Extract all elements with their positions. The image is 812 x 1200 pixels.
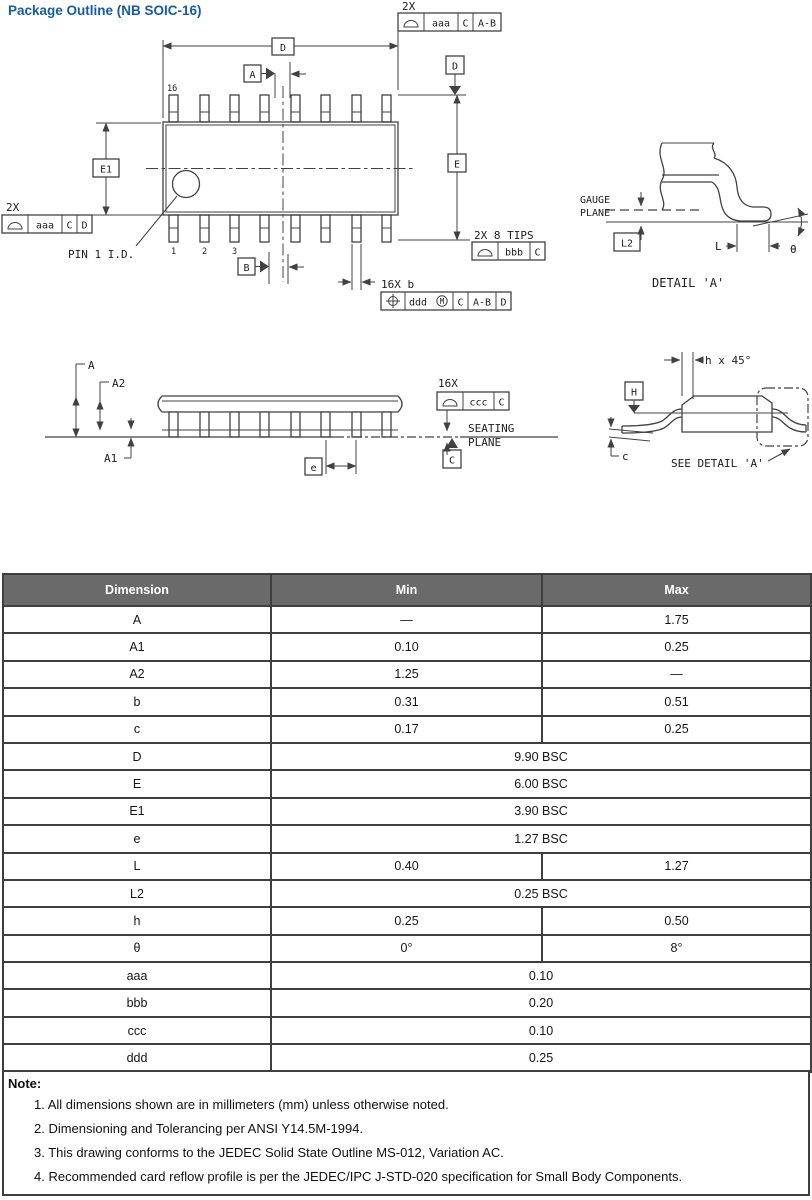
table-header-row — [3, 574, 811, 606]
end-view — [609, 352, 808, 470]
dim-d-label: D — [279, 43, 287, 54]
fcf-profile-tips — [472, 229, 545, 260]
fcf-position-b — [338, 244, 511, 310]
value-cell-span: 6.00 BSC — [271, 770, 811, 797]
seating-plane-label-2: PLANE — [468, 436, 502, 449]
max-cell: 0.50 — [542, 907, 811, 934]
table-row — [3, 853, 811, 880]
dim-a1-label: A1 — [104, 452, 118, 465]
dimension-cell: A1 — [3, 633, 271, 660]
dim-a1 — [104, 418, 131, 465]
table-row — [3, 606, 811, 633]
profile-symbol-icon — [478, 250, 492, 256]
fcf-b-qty: 16X b — [381, 278, 415, 291]
fcf-b-tol: ddd — [409, 297, 428, 309]
pin2-label: 2 — [201, 247, 208, 257]
dim-a2 — [100, 377, 125, 430]
profile-symbol-icon — [443, 400, 457, 407]
fcf-ccc-tol: ccc — [469, 397, 488, 409]
seating-plane-callout — [443, 422, 514, 468]
dimension-cell: L — [3, 853, 271, 880]
table-row — [3, 770, 811, 797]
header-dimension: Dimension — [3, 574, 271, 606]
fcf-b-ref1: C — [457, 297, 464, 309]
side-view — [45, 359, 558, 475]
pin16-label: 16 — [167, 84, 178, 94]
dim-l-label: L — [715, 240, 722, 253]
fcf-tips-qty: 2X 8 TIPS — [474, 229, 534, 242]
datum-a — [244, 62, 306, 98]
min-cell: 0.31 — [271, 688, 542, 715]
table-row — [3, 825, 811, 852]
dimension-cell: aaa — [3, 962, 271, 989]
dimension-cell: h — [3, 907, 271, 934]
dim-c — [609, 417, 653, 463]
fcf-tips-tol: bbb — [504, 247, 524, 259]
top-view — [2, 0, 545, 310]
note-item: 3. This drawing conforms to the JEDEC Solid State Outline MS-012, Variation AC. — [34, 1145, 504, 1160]
fcf-profile-left — [2, 201, 163, 233]
table-row — [3, 1044, 811, 1071]
dimension-cell: ddd — [3, 1044, 271, 1071]
gauge-plane-label-2: PLANE — [580, 208, 611, 219]
dimension-cell: E — [3, 770, 271, 797]
header-max: Max — [542, 574, 811, 606]
dimension-cell: b — [3, 688, 271, 715]
min-cell: — — [271, 606, 542, 633]
dimension-table-body — [3, 606, 811, 1072]
profile-symbol-icon — [404, 21, 418, 28]
dim-e-pitch-label: e — [310, 463, 317, 474]
profile-symbol-icon — [8, 223, 22, 230]
table-row — [3, 989, 811, 1016]
table-row — [3, 688, 811, 715]
dimension-cell: ccc — [3, 1017, 271, 1044]
note-item: 1. All dimensions shown are in millimeters (mm) unless otherwise noted. — [34, 1097, 449, 1112]
dim-e-label: E — [453, 159, 461, 171]
pin3-label: 3 — [231, 247, 238, 257]
table-row — [3, 661, 811, 688]
datum-c-label: C — [448, 455, 456, 467]
fcf-top-ref2: A-B — [477, 18, 497, 30]
notes-title: Note: — [8, 1076, 42, 1091]
value-cell-span: 3.90 BSC — [271, 798, 811, 825]
page-title: Package Outline (NB SOIC-16) — [8, 3, 202, 18]
fcf-top-ref1: C — [462, 18, 469, 30]
dimension-cell: A2 — [3, 661, 271, 688]
detail-a-caption: DETAIL 'A' — [652, 276, 725, 290]
dim-theta-label: θ — [790, 243, 797, 256]
value-cell-span: 9.90 BSC — [271, 743, 811, 770]
min-cell: 0.25 — [271, 907, 542, 934]
pin1-id-circle — [173, 171, 200, 198]
value-cell-span: 0.10 — [271, 962, 811, 989]
dim-a-label: A — [88, 359, 95, 372]
max-cell: 1.27 — [542, 853, 811, 880]
header-min: Min — [271, 574, 542, 606]
datum-b-label: B — [243, 263, 250, 274]
max-cell: 0.25 — [542, 633, 811, 660]
dim-e1-label: E1 — [99, 164, 113, 176]
table-row — [3, 935, 811, 962]
table-row — [3, 880, 811, 907]
table-row — [3, 1017, 811, 1044]
min-cell: 0.17 — [271, 716, 542, 743]
see-detail-a-label: SEE DETAIL 'A' — [671, 457, 764, 470]
max-cell: — — [542, 661, 811, 688]
datum-b — [238, 252, 304, 284]
fcf-left-tol: aaa — [35, 220, 55, 232]
dimension-cell: A — [3, 606, 271, 633]
dim-a — [76, 359, 95, 437]
dimension-cell: c — [3, 716, 271, 743]
value-cell-span: 0.25 — [271, 1044, 811, 1071]
table-row — [3, 716, 811, 743]
fcf-left-ref2: D — [81, 220, 88, 232]
mmc-m-label: M — [439, 297, 445, 306]
dim-c-label: c — [622, 450, 629, 463]
min-cell: 0° — [271, 935, 542, 962]
datum-a-label: A — [249, 70, 256, 81]
dimension-cell: D — [3, 743, 271, 770]
min-cell: 1.25 — [271, 661, 542, 688]
fcf-top-qty: 2X — [402, 0, 416, 13]
note-item: 2. Dimensioning and Tolerancing per ANSI Y14.5M-1994. — [34, 1121, 364, 1136]
dimension-cell: θ — [3, 935, 271, 962]
min-cell: 0.10 — [271, 633, 542, 660]
dimension-cell: e — [3, 825, 271, 852]
dimension-cell: E1 — [3, 798, 271, 825]
notes-section — [2, 1070, 810, 1196]
dim-l2-label: L2 — [620, 238, 634, 250]
fcf-b-ref3: D — [500, 297, 507, 309]
datum-h-label: H — [630, 387, 638, 399]
note-item: 4. Recommended card reflow profile is per the JEDEC/IPC J-STD-020 specification for Small Body Components. — [34, 1169, 683, 1184]
package-outline-drawing — [0, 0, 812, 565]
seating-plane-label-1: SEATING — [468, 422, 515, 435]
fcf-profile-top — [398, 0, 501, 44]
pin1-label: 1 — [170, 247, 177, 257]
value-cell-span: 0.25 BSC — [271, 880, 811, 907]
table-row — [3, 743, 811, 770]
dimension-table — [2, 573, 812, 1073]
fcf-ccc-qty: 16X — [438, 377, 458, 390]
dim-h45-label: h x 45° — [705, 354, 752, 367]
fcf-tips-ref1: C — [534, 247, 541, 259]
dim-d — [163, 38, 398, 118]
value-cell-span: 0.20 — [271, 989, 811, 1016]
side-leads — [169, 412, 391, 437]
fcf-b-ref2: A-B — [472, 297, 492, 309]
max-cell: 8° — [542, 935, 811, 962]
top-pins — [169, 95, 391, 122]
position-symbol-icon — [386, 294, 400, 308]
table-row — [3, 907, 811, 934]
datum-d-label: D — [451, 61, 459, 73]
mmc-symbol-icon — [437, 296, 447, 306]
dim-a2-label: A2 — [112, 377, 126, 390]
fcf-left-ref1: C — [66, 220, 73, 232]
dimension-cell: L2 — [3, 880, 271, 907]
pin1-id-label: PIN 1 I.D. — [68, 248, 135, 261]
max-cell: 0.51 — [542, 688, 811, 715]
detail-a-boundary — [757, 388, 808, 446]
datum-d-dim-e — [398, 56, 470, 240]
max-cell: 1.75 — [542, 606, 811, 633]
value-cell-span: 1.27 BSC — [271, 825, 811, 852]
fcf-top-tol: aaa — [431, 18, 451, 30]
table-row — [3, 633, 811, 660]
min-cell: 0.40 — [271, 853, 542, 880]
gauge-plane-label-1: GAUGE — [580, 195, 611, 206]
bottom-pins — [169, 215, 391, 242]
fcf-ccc-ref1: C — [498, 397, 505, 409]
value-cell-span: 0.10 — [271, 1017, 811, 1044]
max-cell: 0.25 — [542, 716, 811, 743]
table-row — [3, 962, 811, 989]
table-row — [3, 798, 811, 825]
fcf-left-qty: 2X — [6, 201, 20, 214]
dim-e-pitch — [305, 440, 356, 475]
detail-a-view — [580, 143, 808, 290]
dimension-cell: bbb — [3, 989, 271, 1016]
